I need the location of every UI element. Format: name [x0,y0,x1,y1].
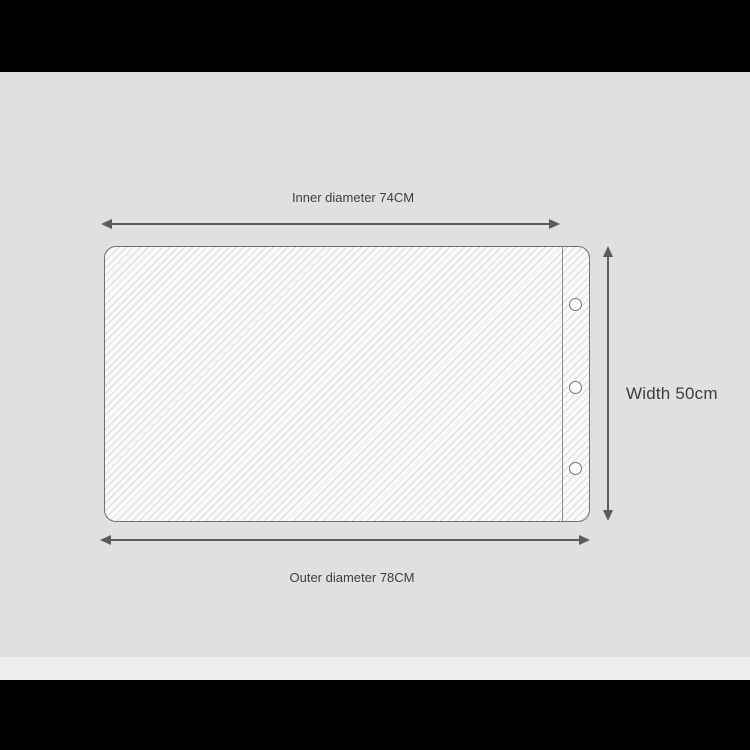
grommet-hole [569,381,582,394]
grommet-hole [569,462,582,475]
grommet-hole [569,298,582,311]
arrow-shaft [112,223,549,225]
outer-diameter-label: Outer diameter 78CM [289,570,415,585]
product-outline [104,246,590,522]
inner-diameter-arrow [101,218,560,230]
edge-seam-line [562,247,563,522]
arrow-shaft [111,539,579,541]
arrow-head-left-icon [100,535,111,545]
letterbox-bottom-bar [0,680,750,750]
arrow-head-up-icon [603,246,613,257]
arrow-head-right-icon [579,535,590,545]
outer-diameter-arrow [100,534,590,546]
width-label: Width 50cm [626,384,718,403]
arrow-head-down-icon [603,510,613,521]
arrow-shaft [607,257,609,510]
arrow-head-right-icon [549,219,560,229]
lighter-strip [0,657,750,680]
inner-diameter-label: Inner diameter 74CM [291,190,415,205]
letterbox-top-bar [0,0,750,72]
width-arrow [602,246,614,521]
arrow-head-left-icon [101,219,112,229]
diagram-canvas [0,72,750,657]
